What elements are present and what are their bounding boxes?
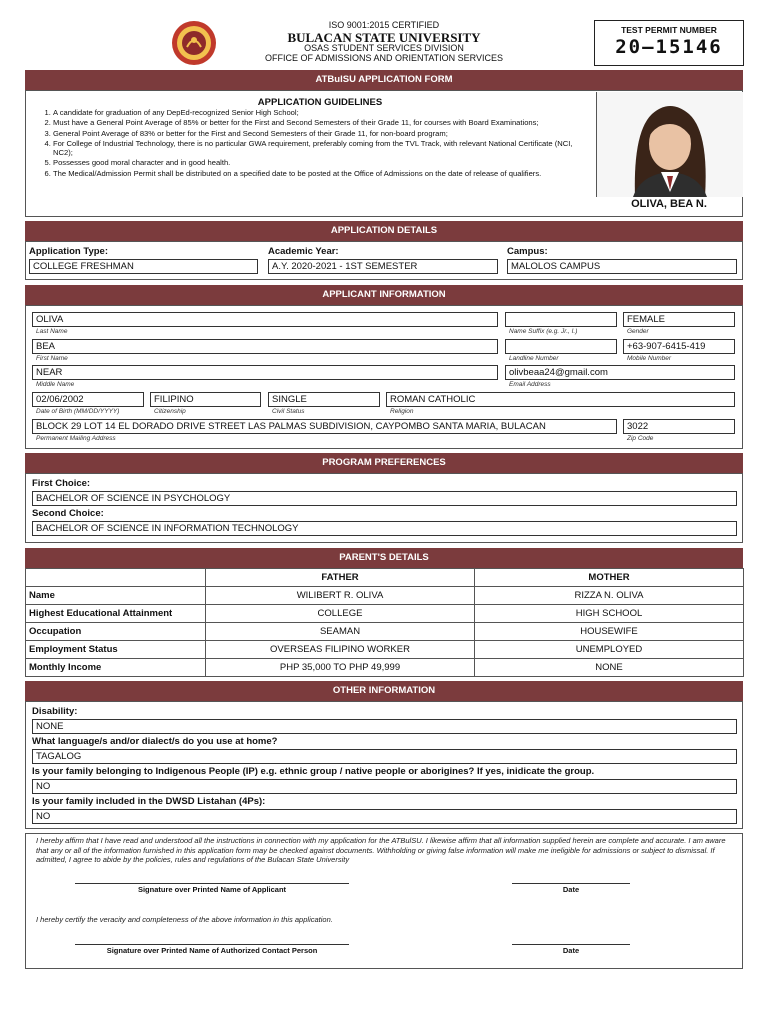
father-value: PHP 35,000 TO PHP 49,999 [206, 659, 475, 677]
certify-text: I hereby certify the veracity and completeness of the above information in this application. [36, 915, 333, 924]
email-field[interactable]: olivbeaa24@gmail.com [505, 365, 735, 380]
mother-value: UNEMPLOYED [475, 641, 744, 659]
father-value: WILIBERT R. OLIVA [206, 587, 475, 605]
disability-field[interactable]: NONE [32, 719, 737, 734]
campus-field[interactable]: MALOLOS CAMPUS [507, 259, 737, 274]
application-details-bar: APPLICATION DETAILS [25, 221, 743, 241]
zip-code-field[interactable]: 3022 [623, 419, 735, 434]
table-corner [26, 569, 206, 587]
applicant-signature-line [75, 883, 349, 884]
name-suffix-field[interactable] [505, 312, 617, 327]
applicant-date-label: Date [562, 885, 580, 894]
parents-details-bar: PARENT'S DETAILS [25, 548, 743, 568]
affirmation-text: I hereby affirm that I have read and understood all the instructions in connection with my application for the ATBulSU. I likewise affirm that all information supplied herein are complete and accurate. I am aware that any or all of the information furnished in this application form may be checked against documents. Withholding or giving false information will make me ineligible for admissions or subject to dismissal. If admitted, I agree to abide by the policies, rules and regulations of the Bulacan State University [36, 836, 726, 864]
guidelines-title: APPLICATION GUIDELINES [257, 97, 383, 108]
citizenship-field[interactable]: FILIPINO [150, 392, 261, 407]
mobile-caption: Mobile Number [627, 355, 672, 362]
religion-field[interactable]: ROMAN CATHOLIC [386, 392, 735, 407]
mother-value: NONE [475, 659, 744, 677]
applicant-signature-label: Signature over Printed Name of Applicant [137, 885, 287, 894]
applicant-photo [596, 92, 743, 197]
table-row [26, 659, 744, 677]
second-choice-label: Second Choice: [32, 508, 104, 519]
division-name: OSAS STUDENT SERVICES DIVISION [304, 43, 464, 53]
program-preferences-bar: PROGRAM PREFERENCES [25, 453, 743, 473]
mother-value: RIZZA N. OLIVA [475, 587, 744, 605]
applicant-photo-name: OLIVA, BEA N. [631, 198, 707, 210]
campus-label: Campus: [507, 246, 548, 257]
academic-year-field[interactable]: A.Y. 2020-2021 - 1ST SEMESTER [268, 259, 498, 274]
address-caption: Permanent Mailing Address [36, 435, 116, 442]
guideline-item: 2. Must have a General Point Average of 85% or better for the First and Second Semesters of their Grade 11, for courses with Board Examinations; [53, 118, 593, 127]
indigenous-people-label: Is your family belonging to Indigenous People (IP) e.g. ethnic group / native people or aborigines? If yes, inidicate the group. [32, 766, 595, 777]
middle-name-field[interactable]: NEAR [32, 365, 498, 380]
dswd-listahan-label: Is your family included in the DWSD Listahan (4Ps): [32, 796, 266, 807]
father-value: COLLEGE [206, 605, 475, 623]
second-choice-field[interactable]: BACHELOR OF SCIENCE IN INFORMATION TECHNOLOGY [32, 521, 737, 536]
address-field[interactable]: BLOCK 29 LOT 14 EL DORADO DRIVE STREET LAS PALMAS SUBDIVISION, CAYPOMBO SANTA MARIA, BULACAN [32, 419, 617, 434]
guideline-item: 4. For College of Industrial Technology, there is no particular GWA requirement, preferably coming from the TVL Track, with relevant National Certificate (NCI, NC2); [53, 139, 593, 158]
guideline-item: 5. Possesses good moral character and in good health. [53, 158, 593, 167]
language-field[interactable]: TAGALOG [32, 749, 737, 764]
row-label: Name [26, 587, 206, 605]
guidelines-list [38, 108, 593, 179]
first-choice-field[interactable]: BACHELOR OF SCIENCE IN PSYCHOLOGY [32, 491, 737, 506]
table-row [26, 569, 744, 587]
office-name: OFFICE OF ADMISSIONS AND ORIENTATION SERVICES [264, 53, 504, 63]
mother-value: HIGH SCHOOL [475, 605, 744, 623]
first-choice-label: First Choice: [32, 478, 91, 489]
contact-date-label: Date [562, 946, 580, 955]
middle-name-caption: Middle Name [36, 381, 75, 388]
test-permit-number: 20–15146 [615, 36, 723, 58]
test-permit-box [594, 20, 744, 66]
table-row [26, 623, 744, 641]
father-value: OVERSEAS FILIPINO WORKER [206, 641, 475, 659]
guideline-item: 6. The Medical/Admission Permit shall be distributed on a specified date to be posted at the Office of Admissions on the date of release of qualifiers. [53, 169, 593, 178]
name-suffix-caption: Name Suffix (e.g. Jr., I.) [509, 328, 578, 335]
mobile-field[interactable]: +63-907-6415-419 [623, 339, 735, 354]
parents-table [25, 568, 744, 677]
date-of-birth-field[interactable]: 02/06/2002 [32, 392, 144, 407]
table-row [26, 641, 744, 659]
citizenship-caption: Citizenship [154, 408, 186, 415]
applicant-information-bar: APPLICANT INFORMATION [25, 285, 743, 305]
contact-date-line [512, 944, 630, 945]
mother-header: MOTHER [475, 569, 744, 587]
gender-caption: Gender [627, 328, 649, 335]
father-value: SEAMAN [206, 623, 475, 641]
gender-field[interactable]: FEMALE [623, 312, 735, 327]
row-label: Employment Status [26, 641, 206, 659]
email-caption: Email Address [509, 381, 551, 388]
last-name-field[interactable]: OLIVA [32, 312, 498, 327]
iso-certification: ISO 9001:2015 CERTIFIED [328, 20, 440, 30]
first-name-caption: First Name [36, 355, 68, 362]
civil-status-field[interactable]: SINGLE [268, 392, 380, 407]
application-type-label: Application Type: [29, 246, 108, 257]
language-label: What language/s and/or dialect/s do you use at home? [32, 736, 278, 747]
application-type-field[interactable]: COLLEGE FRESHMAN [29, 259, 258, 274]
test-permit-label: TEST PERMIT NUMBER [621, 25, 717, 35]
religion-caption: Religion [390, 408, 414, 415]
table-row [26, 605, 744, 623]
indigenous-people-field[interactable]: NO [32, 779, 737, 794]
contact-signature-line [75, 944, 349, 945]
last-name-caption: Last Name [36, 328, 68, 335]
father-header: FATHER [206, 569, 475, 587]
civil-status-caption: Civil Status [272, 408, 305, 415]
academic-year-label: Academic Year: [268, 246, 339, 257]
zip-code-caption: Zip Code [627, 435, 654, 442]
row-label: Highest Educational Attainment [26, 605, 206, 623]
contact-signature-label: Signature over Printed Name of Authorized Contact Person [106, 946, 318, 955]
mother-value: HOUSEWIFE [475, 623, 744, 641]
university-seal-icon [168, 20, 220, 66]
applicant-date-line [512, 883, 630, 884]
form-title-bar: ATBulSU APPLICATION FORM [25, 70, 743, 90]
guideline-item: 3. General Point Average of 83% or better for the First and Second Semesters of their Grade 11, for non-board program; [53, 129, 593, 138]
landline-field[interactable] [505, 339, 617, 354]
disability-label: Disability: [32, 706, 78, 717]
row-label: Occupation [26, 623, 206, 641]
table-row [26, 587, 744, 605]
university-name: BULACAN STATE UNIVERSITY [287, 30, 481, 45]
date-of-birth-caption: Date of Birth (MM/DD/YYYY) [36, 408, 120, 415]
guideline-item: 1. A candidate for graduation of any DepEd-recognized Senior High School; [53, 108, 593, 117]
landline-caption: Landline Number [509, 355, 559, 362]
other-information-bar: OTHER INFORMATION [25, 681, 743, 701]
row-label: Monthly Income [26, 659, 206, 677]
dswd-listahan-field[interactable]: NO [32, 809, 737, 824]
first-name-field[interactable]: BEA [32, 339, 498, 354]
